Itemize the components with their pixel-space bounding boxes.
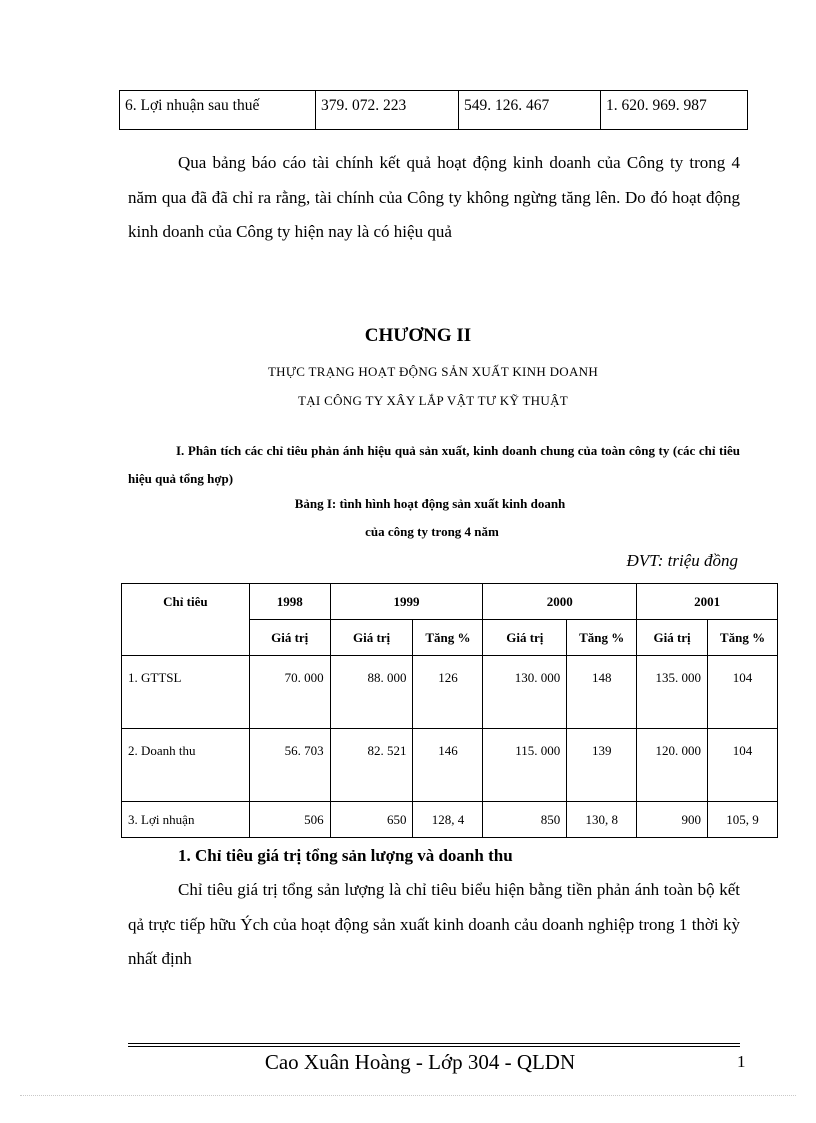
cell: 120. 000 xyxy=(637,729,708,802)
row-label: 6. Lợi nhuận sau thuế xyxy=(120,91,316,130)
cell: 900 xyxy=(637,802,708,838)
header-growth: Tăng % xyxy=(413,620,483,656)
business-performance-table xyxy=(121,583,778,838)
cell: 126 xyxy=(413,656,483,729)
header-year: 1998 xyxy=(249,584,330,620)
section-1-paragraph: Chỉ tiêu giá trị tổng sản lượng là chỉ tiêu biểu hiện bằng tiền phản ánh toàn bộ kết qả trực tiếp hữu Ých của hoạt động sản xuất kinh doanh cảu doanh nghiệp trong 1 thời kỳ nhất định xyxy=(128,880,740,968)
after-tax-profit-table xyxy=(119,90,748,130)
cell: 135. 000 xyxy=(637,656,708,729)
header-year: 1999 xyxy=(330,584,483,620)
cell: 650 xyxy=(330,802,413,838)
cell: 70. 000 xyxy=(249,656,330,729)
chapter-subtitle-line1: THỰC TRẠNG HOẠT ĐỘNG SẢN XUẤT KINH DOANH xyxy=(267,364,599,379)
cell: 104 xyxy=(708,729,778,802)
table-header-row xyxy=(122,584,778,620)
cell: 56. 703 xyxy=(249,729,330,802)
cell: 130, 8 xyxy=(567,802,637,838)
table-row xyxy=(120,91,748,130)
footer-divider xyxy=(128,1043,740,1044)
header-value: Giá trị xyxy=(483,620,567,656)
header-value: Giá trị xyxy=(249,620,330,656)
value-cell: 1. 620. 969. 987 xyxy=(601,91,748,130)
cell: 130. 000 xyxy=(483,656,567,729)
section-1-heading: 1. Chỉ tiêu giá trị tổng sản lượng và doanh thu xyxy=(178,846,513,865)
row-label: 2. Doanh thu xyxy=(122,729,250,802)
table-caption-line1: Bảng I: tình hình hoạt động sản xuất kinh doanh xyxy=(294,496,566,511)
value-cell: 549. 126. 467 xyxy=(459,91,601,130)
cell: 139 xyxy=(567,729,637,802)
page-break-line xyxy=(20,1095,796,1096)
footer-divider xyxy=(128,1046,740,1047)
section-I-heading: I. Phân tích các chỉ tiêu phản ánh hiệu quả sản xuất, kinh doanh chung của toàn công ty (các chỉ tiêu hiệu quả tổng hợp) xyxy=(128,443,740,486)
cell: 115. 000 xyxy=(483,729,567,802)
cell: 850 xyxy=(483,802,567,838)
chapter-subtitle-line2: TẠI CÔNG TY XÂY LẮP VẬT TƯ KỸ THUẬT xyxy=(298,393,568,408)
row-label: 1. GTTSL xyxy=(122,656,250,729)
header-indicator: Chỉ tiêu xyxy=(122,584,250,656)
header-value: Giá trị xyxy=(330,620,413,656)
value-cell: 379. 072. 223 xyxy=(316,91,459,130)
cell: 148 xyxy=(567,656,637,729)
cell: 506 xyxy=(249,802,330,838)
cell: 88. 000 xyxy=(330,656,413,729)
page-number: 1 xyxy=(737,1052,746,1071)
cell: 82. 521 xyxy=(330,729,413,802)
table-row xyxy=(122,656,778,729)
cell: 105, 9 xyxy=(708,802,778,838)
header-year: 2001 xyxy=(637,584,778,620)
footer-text: Cao Xuân Hoàng - Lớp 304 - QLDN xyxy=(264,1050,576,1074)
cell: 146 xyxy=(413,729,483,802)
cell: 104 xyxy=(708,656,778,729)
cell: 128, 4 xyxy=(413,802,483,838)
unit-label: ĐVT: triệu đồng xyxy=(626,551,738,570)
header-year: 2000 xyxy=(483,584,637,620)
chapter-title: CHƯƠNG II xyxy=(364,325,472,346)
header-growth: Tăng % xyxy=(708,620,778,656)
row-label: 3. Lợi nhuận xyxy=(122,802,250,838)
table-row xyxy=(122,802,778,838)
intro-paragraph: Qua bảng báo cáo tài chính kết quả hoạt động kinh doanh của Công ty trong 4 năm qua đã đã chỉ ra rằng, tài chính của Công ty không ngừng tăng lên. Do đó hoạt động kinh doanh của Công ty hiện nay là có hiệu quả xyxy=(128,153,740,241)
table-caption-line2: của công ty trong 4 năm xyxy=(365,524,499,539)
header-value: Giá trị xyxy=(637,620,708,656)
header-growth: Tăng % xyxy=(567,620,637,656)
table-row xyxy=(122,729,778,802)
